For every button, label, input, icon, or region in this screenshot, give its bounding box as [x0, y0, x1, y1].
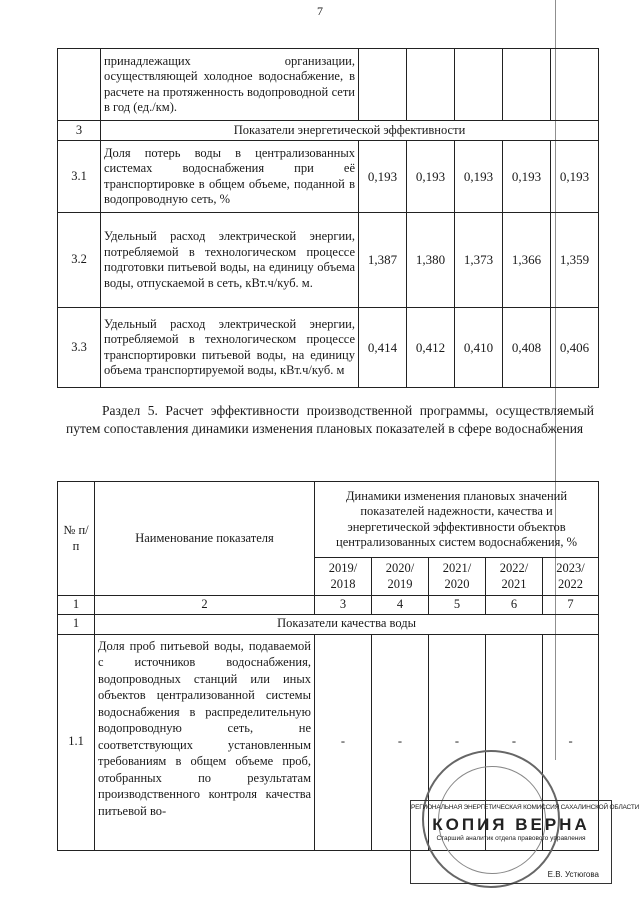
section-number: 3	[58, 121, 101, 141]
value-cell: 0,193	[503, 141, 551, 213]
table-row	[58, 141, 599, 213]
value-cell: -	[315, 634, 372, 850]
period-header: 2019/ 2018	[315, 558, 372, 596]
row-number: 1.1	[58, 634, 95, 850]
section-title: Показатели качества воды	[95, 614, 599, 634]
stamp-position: Старший аналитик отдела правового управления	[436, 835, 586, 842]
index-cell: 7	[543, 596, 599, 615]
table-row	[58, 308, 599, 388]
value-cell: 0,193	[407, 141, 455, 213]
value-cell: 0,408	[503, 308, 551, 388]
page-number: 7	[317, 4, 323, 18]
section-row	[58, 614, 599, 634]
period-header: 2021/ 2020	[429, 558, 486, 596]
stamp-organization: РЕГИОНАЛЬНАЯ ЭНЕРГЕТИЧЕСКАЯ КОМИССИЯ САХАЛИНСКОЙ ОБЛАСТИ	[411, 804, 640, 811]
row-number: 3.2	[58, 213, 101, 308]
period-header: 2020/ 2019	[372, 558, 429, 596]
row-name: Доля потерь воды в централизованных системах водоснабжения при её транспортировке в общем объеме, поданной в водопроводную сеть, %	[101, 141, 359, 213]
value-cell: 0,193	[551, 141, 599, 213]
value-cell: 0,414	[359, 308, 407, 388]
index-cell: 4	[372, 596, 429, 615]
stamp-title: КОПИЯ ВЕРНА	[432, 815, 590, 834]
stamp-signer: Е.В. Устюгова	[547, 870, 599, 879]
index-cell: 5	[429, 596, 486, 615]
energy-efficiency-table	[57, 48, 599, 388]
period-header: 2023/ 2022	[543, 558, 599, 596]
value-cell: 1,373	[455, 213, 503, 308]
value-cell: -	[429, 634, 486, 850]
col-number-header: № п/п	[58, 482, 95, 596]
section-5-heading: Раздел 5. Расчет эффективности производственной программы, осуществляемый путем сопоставления динамики изменения плановых показателей в сфере водоснабжения	[66, 403, 594, 436]
value-cell: -	[372, 634, 429, 850]
header-row	[58, 482, 599, 558]
value-cell: 0,410	[455, 308, 503, 388]
row-number: 3.1	[58, 141, 101, 213]
value-cell: 0,406	[551, 308, 599, 388]
row-name: принадлежащих организации, осуществляющей холодное водоснабжение, в расчете на протяженность водопроводной сети в год (ед./км).	[101, 49, 359, 121]
index-row	[58, 596, 599, 615]
section-row	[58, 121, 599, 141]
value-cell: 0,193	[359, 141, 407, 213]
index-cell: 2	[95, 596, 315, 615]
col-name-header: Наименование показателя	[95, 482, 315, 596]
section-title: Показатели энергетической эффективности	[101, 121, 599, 141]
value-cell: 0,412	[407, 308, 455, 388]
index-cell: 1	[58, 596, 95, 615]
index-cell: 6	[486, 596, 543, 615]
row-name: Удельный расход электрической энергии, потребляемой в технологическом процессе подготовки питьевой воды, на единицу объема воды, отпускаемой в сеть, кВт.ч/куб. м.	[101, 213, 359, 308]
value-cell: 0,193	[455, 141, 503, 213]
value-cell: -	[486, 634, 543, 850]
dynamics-header: Динамики изменения плановых значений показателей надежности, качества и энергетической эффективности объектов централизованных систем водоснабжения, %	[315, 482, 599, 558]
section-number: 1	[58, 614, 95, 634]
index-cell: 3	[315, 596, 372, 615]
value-cell: 1,366	[503, 213, 551, 308]
value-cell: 1,380	[407, 213, 455, 308]
row-name: Доля проб питьевой воды, подаваемой с источников водоснабжения, водопроводных станций или иных объектов централизованной системы водоснабжения в распределительную водопроводную сеть, не соответствующих установленным требованиям в общем объеме проб, отобранных по результатам производственного контроля качества питьевой во-	[95, 634, 315, 850]
row-name: Удельный расход электрической энергии, потребляемой в технологическом процессе транспортировки питьевой воды, на единицу объема транспортируемой воды, кВт.ч/куб. м	[101, 308, 359, 388]
value-cell: 1,359	[551, 213, 599, 308]
table-row	[58, 213, 599, 308]
value-cell: 1,387	[359, 213, 407, 308]
row-number: 3.3	[58, 308, 101, 388]
copy-stamp	[410, 800, 640, 884]
table-row	[58, 49, 599, 121]
value-cell: -	[543, 634, 599, 850]
period-header: 2022/ 2021	[486, 558, 543, 596]
